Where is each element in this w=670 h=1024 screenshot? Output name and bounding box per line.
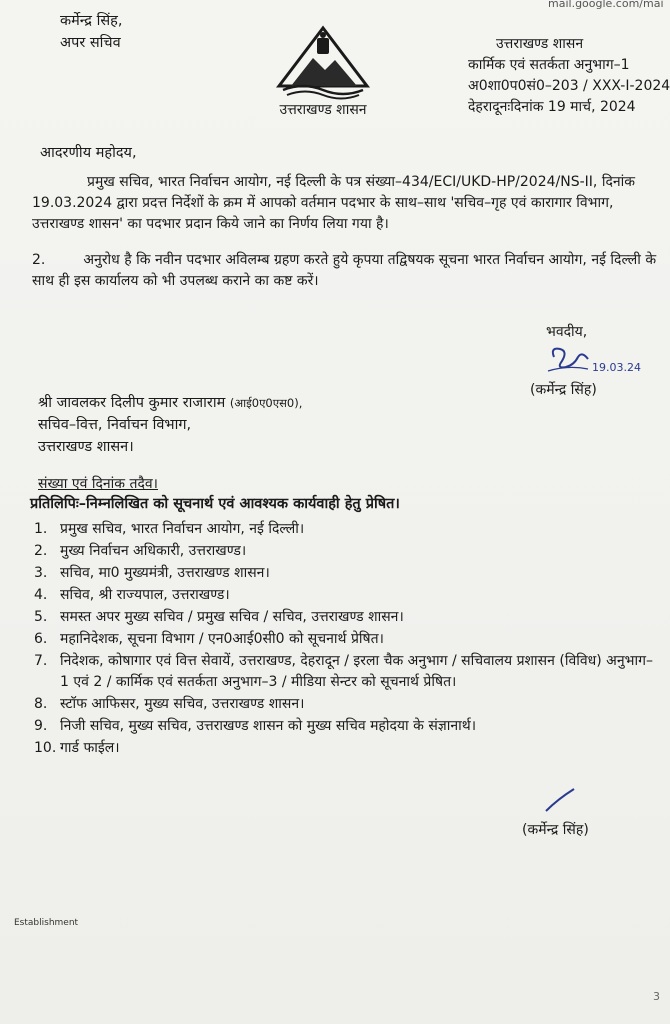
letter-place-date: देहरादूनःदिनांक 19 मार्च, 2024 xyxy=(468,99,636,115)
signatory-name-2: (कर्मेन्द्र सिंह) xyxy=(522,822,589,838)
signatory-name: (कर्मेन्द्र सिंह) xyxy=(530,382,597,398)
addressee-name-line xyxy=(38,392,302,414)
list-item: 4. सचिव, श्री राज्यपाल, उत्तराखण्ड। xyxy=(34,587,230,603)
number-and-date: संख्या एवं दिनांक तदैव। xyxy=(38,476,158,492)
list-item: 5. समस्त अपर मुख्य सचिव / प्रमुख सचिव / सचिव, उत्तराखण्ड शासन। xyxy=(34,609,404,625)
signature-date: 19.03.24 xyxy=(592,361,641,374)
list-item: 8. स्टॉफ आफिसर, मुख्य सचिव, उत्तराखण्ड शासन। xyxy=(34,696,305,712)
sender-designation: अपर सचिव xyxy=(60,35,121,51)
addressee-govt: उत्तराखण्ड शासन। xyxy=(38,439,134,455)
paragraph-2-number: 2. xyxy=(32,252,46,268)
office-block xyxy=(468,34,670,118)
salutation: आदरणीय महोदय, xyxy=(40,145,137,161)
list-item: 6. महानिदेशक, सूचना विभाग / एन0आई0सी0 को सूचनार्थ प्रेषित। xyxy=(34,631,384,647)
establishment-note: Establishment xyxy=(14,918,79,928)
signature-mark xyxy=(548,343,641,381)
initial-icon xyxy=(542,785,578,815)
copy-heading: प्रतिलिपिः–निम्नलिखित को सूचनार्थ एवं आवश्यक कार्यवाही हेतु प्रेषित। xyxy=(30,496,400,512)
list-item: 7. निदेशक, कोषागार एवं वित्त सेवायें, उत्तराखण्ड, देहरादून / इरला चैक अनुभाग / सचिवालय प्रशासन (विविध) अनुभाग–1 एवं 2 / कार्मिक एवं सतर्कता अनुभाग–3 / मीडिया सेन्टर को सूचनार्थ प्रेषित। xyxy=(34,653,653,690)
emblem-icon xyxy=(273,20,373,98)
paragraph-1 xyxy=(32,172,660,235)
initial-mark xyxy=(542,785,578,819)
sender-block xyxy=(60,10,122,54)
copy-list xyxy=(26,519,656,760)
office-govt: उत्तराखण्ड शासन xyxy=(496,36,584,52)
url-fragment: mail.google.com/mai xyxy=(548,0,664,10)
addressee-designation: सचिव–वित्त, निर्वाचन विभाग, xyxy=(38,417,192,433)
paragraph-2 xyxy=(32,250,660,292)
list-item: 2. मुख्य निर्वाचन अधिकारी, उत्तराखण्ड। xyxy=(34,543,247,559)
list-item: 1. प्रमुख सचिव, भारत निर्वाचन आयोग, नई दिल्ली। xyxy=(34,521,305,537)
uttarakhand-emblem xyxy=(268,20,378,119)
letter-number: अ0शा0प0सं0–203 / XXX-I-2024 xyxy=(468,78,670,94)
list-item: 9. निजी सचिव, मुख्य सचिव, उत्तराखण्ड शासन को मुख्य सचिव महोदया के संज्ञानार्थ। xyxy=(34,718,477,734)
sender-name: कर्मेन्द्र सिंह, xyxy=(60,13,123,29)
paragraph-2-text: अनुरोध है कि नवीन पदभार अविलम्ब ग्रहण करते हुये कृपया तद्विषयक सूचना भारत निर्वाचन आयोग, नई दिल्ली के साथ ही इस कार्यालय को भी उपलब्ध कराने का कष्ट करें। xyxy=(32,252,657,289)
addressee-service: (आई0ए0एस0), xyxy=(229,396,303,410)
page-number: 3 xyxy=(653,990,660,1003)
list-item: 3. सचिव, मा0 मुख्यमंत्री, उत्तराखण्ड शासन। xyxy=(34,565,270,581)
office-section: कार्मिक एवं सतर्कता अनुभाग–1 xyxy=(468,57,630,73)
emblem-caption: उत्तराखण्ड शासन xyxy=(279,102,367,118)
addressee-name: श्री जावलकर दिलीप कुमार राजाराम xyxy=(38,395,226,411)
signature-icon xyxy=(548,343,641,377)
addressee-block xyxy=(38,392,302,458)
paragraph-1-text: प्रमुख सचिव, भारत निर्वाचन आयोग, नई दिल्ली के पत्र संख्या–434/ECI/UKD-HP/2024/NS-II, दिनांक 19.03.2024 द्वारा प्रदत्त निर्देशों के क्रम में आपको वर्तमान पदभार के साथ–साथ 'सचिव–गृह एवं कारागार विभाग, उत्तराखण्ड शासन' का पदभार प्रदान किये जाने का निर्णय लिया गया है। xyxy=(32,174,636,232)
list-item: 10. गार्ड फाईल। xyxy=(34,740,120,756)
closing: भवदीय, xyxy=(546,324,588,340)
